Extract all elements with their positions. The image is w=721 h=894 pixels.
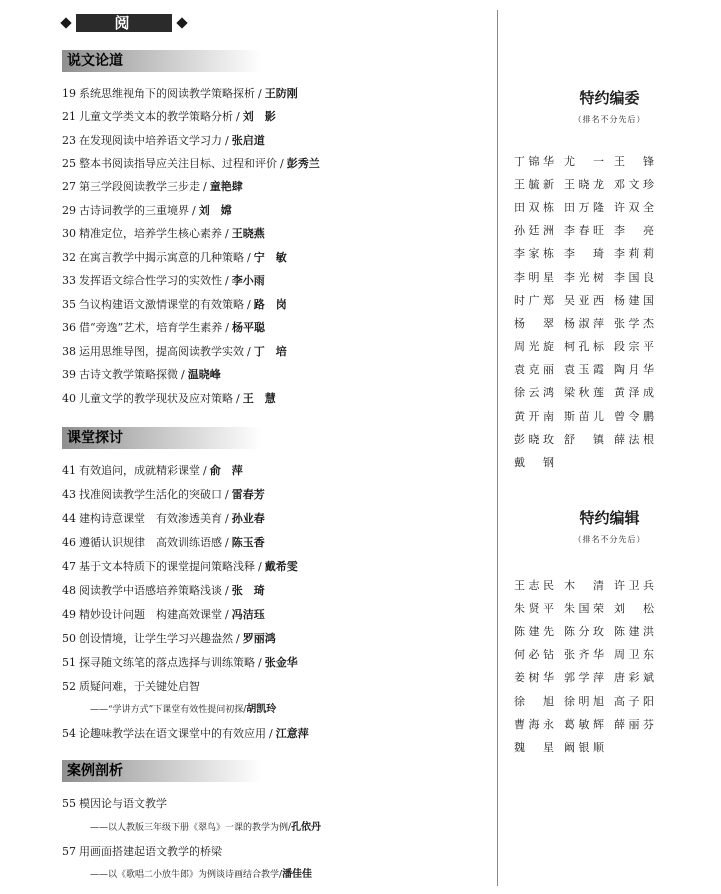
toc-entry[interactable]: 51 探寻随文练笔的落点选择与训练策略 / 张金华 bbox=[62, 656, 298, 669]
toc-entry-subtitle: ——以人教版三年级下册《翠鸟》一课的教学为例/孔依丹 bbox=[90, 822, 322, 833]
diamond-left-icon bbox=[60, 17, 71, 28]
toc-entry[interactable]: 39 古诗文教学策略探微 / 温晓峰 bbox=[62, 368, 221, 381]
section-header bbox=[62, 14, 186, 50]
special-editors-names: 王志民 木 清 许卫兵 朱贤平 朱国荣 刘 松 陈建先 陈分玫 陈建洪 何必钻 张齐华 周卫东 姜树华 郭学萍 唐彩斌 徐 旭 徐明旭 高子阳 曹海永 葛敏辉 薛丽芬 魏 星 阚银顺 bbox=[514, 578, 654, 754]
toc-entry[interactable]: 21 儿童文学类文本的教学策略分析 / 刘 影 bbox=[62, 110, 276, 123]
toc-entry-subtitle: ——“学讲方式”下课堂有效性提问初探/胡凯玲 bbox=[90, 704, 277, 715]
diamond-right-icon bbox=[176, 17, 187, 28]
editorial-board-note: （排名不分先后） bbox=[573, 115, 646, 124]
toc-entry[interactable]: 36 借“旁逸”艺术，培育学生素养 / 杨平聪 bbox=[62, 321, 265, 334]
toc-entry[interactable]: 19 系统思维视角下的阅读教学策略探析 / 王防刚 bbox=[62, 87, 298, 100]
section-title-3: 案例剖析 bbox=[62, 760, 262, 782]
toc-entry[interactable]: 41 有效追问，成就精彩课堂 / 俞 萍 bbox=[62, 464, 243, 477]
toc-entry[interactable]: 44 建构诗意课堂 有效渗透美育 / 孙业春 bbox=[62, 512, 265, 525]
toc-entry[interactable]: 48 阅读教学中语感培养策略浅谈 / 张 琦 bbox=[62, 584, 265, 597]
toc-entry[interactable]: 30 精准定位，培养学生核心素养 / 王晓燕 bbox=[62, 227, 265, 240]
toc-entry[interactable]: 32 在寓言教学中揭示寓意的几种策略 / 宁 敏 bbox=[62, 251, 287, 264]
toc-entry[interactable]: 43 找准阅读教学生活化的突破口 / 雷春芳 bbox=[62, 488, 265, 501]
special-editors-note: （排名不分先后） bbox=[573, 535, 646, 544]
toc-entry[interactable]: 50 创设情境，让学生学习兴趣盎然 / 罗丽鸿 bbox=[62, 632, 276, 645]
toc-entry[interactable]: 49 精妙设计问题 构建高效课堂 / 冯洁珏 bbox=[62, 608, 265, 621]
special-editors-title: 特约编辑 bbox=[579, 509, 640, 527]
toc-entry[interactable]: 57 用画面搭建起语文教学的桥梁 bbox=[62, 845, 222, 858]
toc-entry[interactable]: 55 模因论与语文教学 bbox=[62, 797, 167, 810]
toc-entry[interactable]: 46 遵循认识规律 高效训练语感 / 陈玉香 bbox=[62, 536, 265, 549]
toc-entry[interactable]: 35 刍议构建语文激情课堂的有效策略 / 路 岗 bbox=[62, 298, 287, 311]
toc-entry-subtitle: ——以《歌唱二小放牛郎》为例谈诗画结合教学/潘佳佳 bbox=[90, 869, 313, 880]
toc-entry[interactable]: 23 在发现阅读中培养语文学习力 / 张启道 bbox=[62, 134, 265, 147]
toc-entry[interactable]: 29 古诗词教学的三重境界 / 刘 嫦 bbox=[62, 204, 232, 217]
section-title-2: 课堂探讨 bbox=[62, 427, 262, 449]
header-title: 阅读 bbox=[76, 14, 172, 32]
toc-entry[interactable]: 52 质疑问难，于关键处启智 bbox=[62, 680, 200, 693]
column-divider bbox=[497, 10, 498, 886]
toc-entry[interactable]: 25 整本书阅读指导应关注目标、过程和评价 / 彭秀兰 bbox=[62, 157, 320, 170]
toc-entry[interactable]: 54 论趣味教学法在语文课堂中的有效应用 / 江意萍 bbox=[62, 727, 309, 740]
toc-entry[interactable]: 47 基于文本特质下的课堂提问策略浅释 / 戴希雯 bbox=[62, 560, 298, 573]
section-title-1: 说文论道 bbox=[62, 50, 262, 72]
toc-entry[interactable]: 33 发挥语文综合性学习的实效性 / 李小雨 bbox=[62, 274, 265, 287]
editorial-board-names: 丁锦华 尤 一 王 锋 王毓新 王晓龙 邓文珍 田双栋 田万隆 许双全 孙廷洲 李春旺 李 亮 李家栋 李 琦 李莉莉 李明星 李光树 李国良 时广郑 吴亚西 杨建国 杨 翠 杨淑萍 张学杰 周光旋 柯孔标 段宗平 袁克丽 袁玉霞 陶月华 徐云鸿 梁秋莲 黄泽成 黄开南 斯苗儿 曾令鹏 彭晓玫 舒 镇 薛法根 戴 钢 bbox=[514, 154, 654, 470]
toc-entry[interactable]: 40 儿童文学的教学现状及应对策略 / 王 慧 bbox=[62, 392, 276, 405]
editorial-board-title: 特约编委 bbox=[579, 89, 640, 107]
toc-entry[interactable]: 38 运用思维导图，提高阅读教学实效 / 丁 培 bbox=[62, 345, 287, 358]
toc-entry[interactable]: 27 第三学段阅读教学三步走 / 童艳肆 bbox=[62, 180, 243, 193]
